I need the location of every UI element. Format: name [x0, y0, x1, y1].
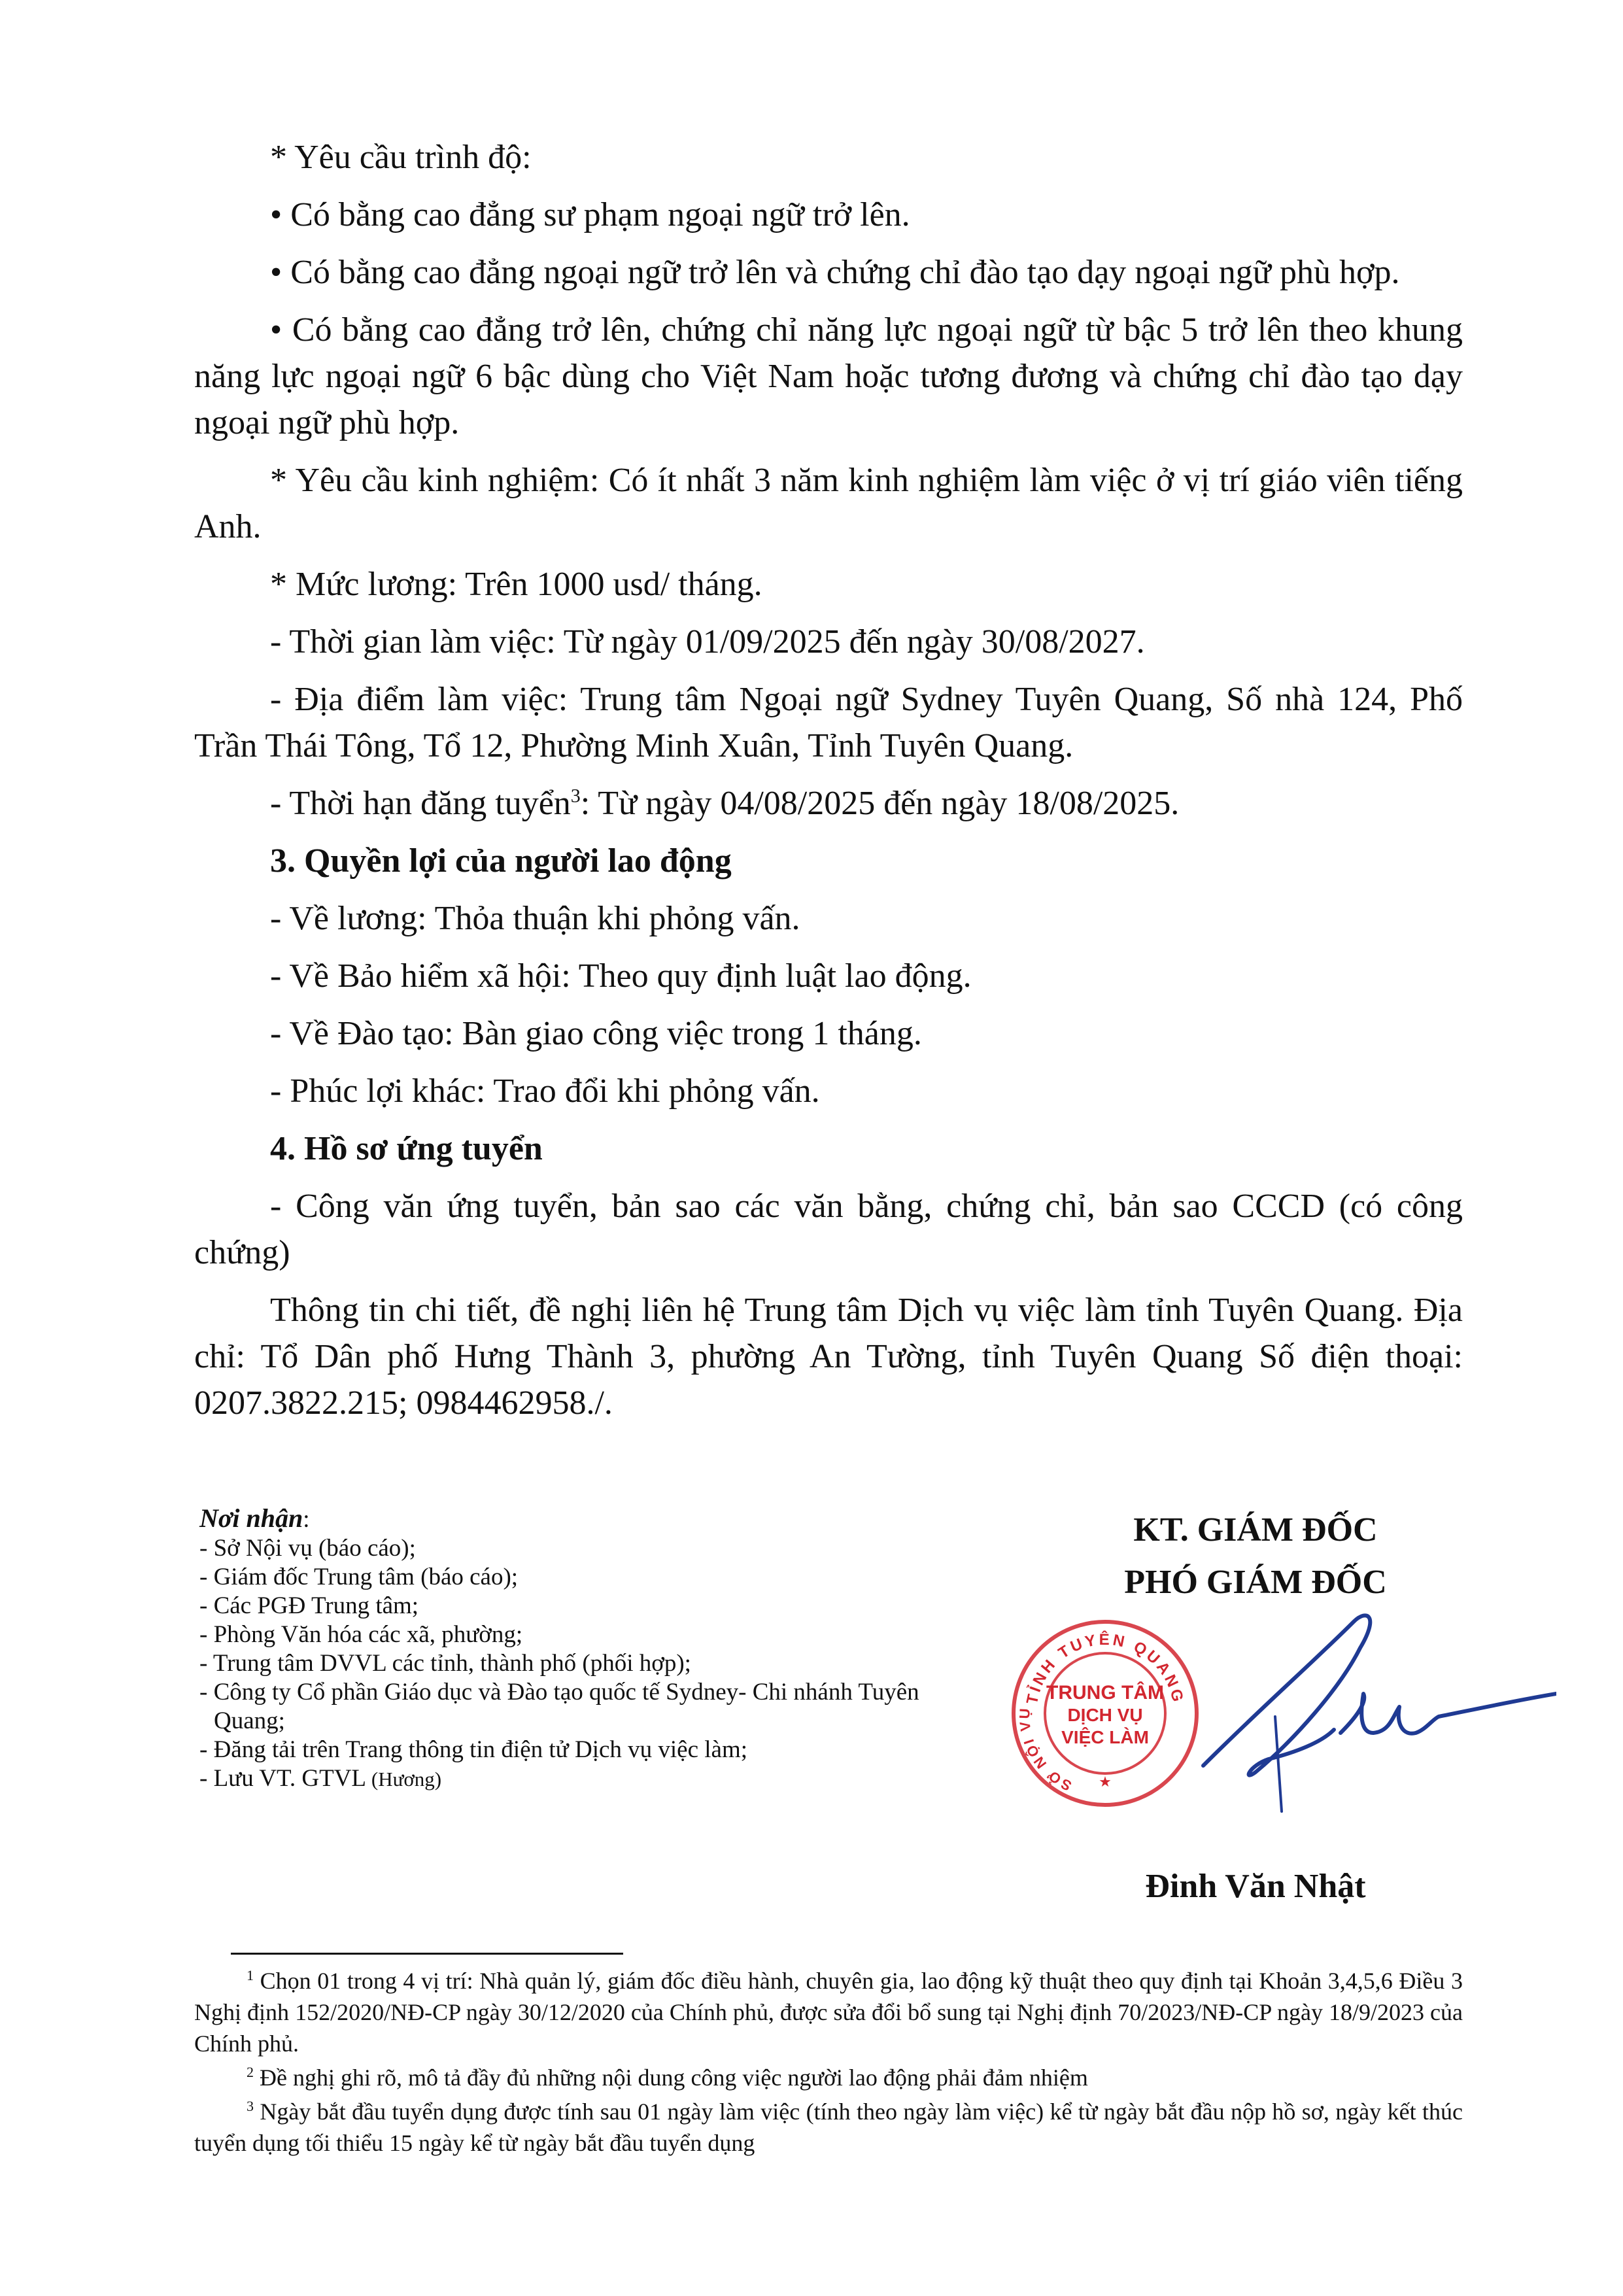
recipient-item: - Phòng Văn hóa các xã, phường;	[199, 1621, 523, 1648]
seal-star-icon: ★	[1099, 1774, 1112, 1791]
section-4-heading: 4. Hồ sơ ứng tuyển	[270, 1130, 543, 1167]
deadline-label: - Thời hạn đăng tuyển	[270, 785, 571, 822]
qualification-heading: * Yêu cầu trình độ:	[270, 139, 532, 176]
footnote-3-number: 3	[247, 2098, 254, 2114]
qualification-item-1: • Có bằng cao đẳng sư phạm ngoại ngữ trở lên.	[270, 196, 910, 233]
salary-line: * Mức lương: Trên 1000 usd/ tháng.	[270, 566, 762, 603]
work-period-line: - Thời gian làm việc: Từ ngày 01/09/2025 đến ngày 30/08/2027.	[270, 623, 1145, 660]
footnote-1-text: Chọn 01 trong 4 vị trí: Nhà quản lý, giám đốc điều hành, chuyên gia, lao động kỹ thuật theo quy định tại Khoản 3,4,5,6 Điều 3 Nghị định 152/2020/NĐ-CP ngày 30/12/2020 của Chính phủ, được sửa đổi bổ sung tại Nghị định 70/2023/NĐ-CP ngày 18/9/2023 của Chính phủ.	[194, 1968, 1463, 2057]
recipient-item: - Đăng tải trên Trang thông tin điện tử Dịch vụ việc làm;	[199, 1736, 748, 1763]
benefit-salary: - Về lương: Thỏa thuận khi phỏng vấn.	[270, 900, 800, 937]
experience-requirement: * Yêu cầu kinh nghiệm: Có ít nhất 3 năm kinh nghiệm làm việc ở vị trí giáo viên tiếng Anh.	[194, 462, 1463, 545]
recruitment-deadline-line	[194, 780, 1463, 827]
archive-initials: (Hương)	[371, 1768, 442, 1791]
seal-ring-left-text: SỞ NỘI VỤ	[1016, 1705, 1074, 1794]
footnotes	[194, 1965, 1463, 2161]
seal-center-line-2: DỊCH VỤ	[1067, 1705, 1143, 1725]
signer-name: Đinh Văn Nhật	[1145, 1868, 1366, 1905]
archive-label: - Lưu VT. GTVL	[199, 1765, 371, 1792]
seal-and-signature	[1007, 1609, 1504, 1860]
seal-ring-top-text: TỈNH TUYÊN QUANG	[1023, 1630, 1187, 1706]
seal-center-line-1: TRUNG TÂM	[1046, 1682, 1164, 1704]
footnote-2	[194, 2062, 1463, 2093]
recipients-title-colon: :	[303, 1506, 310, 1533]
recipient-item: - Trung tâm DVVL các tỉnh, thành phố (phối hợp);	[199, 1650, 691, 1677]
recipient-item: - Các PGĐ Trung tâm;	[199, 1592, 419, 1619]
benefit-insurance: - Về Bảo hiểm xã hội: Theo quy định luật lao động.	[270, 957, 972, 995]
deadline-dates: : Từ ngày 04/08/2025 đến ngày 18/08/2025.	[580, 785, 1180, 822]
footnote-1	[194, 1965, 1463, 2059]
document-body	[194, 134, 1463, 1437]
section-3-heading: 3. Quyền lợi của người lao động	[270, 842, 732, 880]
footnote-1-number: 1	[247, 1967, 254, 1983]
footnote-3-text: Ngày bắt đầu tuyển dụng được tính sau 01 ngày làm việc (tính theo ngày làm việc) kể từ ngày bắt đầu nộp hồ sơ, ngày kết thúc tuyển dụng tối thiểu 15 ngày kể từ ngày bắt đầu tuyển dụng	[194, 2099, 1463, 2156]
qualification-item-3: • Có bằng cao đẳng trở lên, chứng chỉ năng lực ngoại ngữ từ bậc 5 trở lên theo khung năng lực ngoại ngữ 6 bậc dùng cho Việt Nam hoặc tương đương và chứng chỉ đào tạo dạy ngoại ngữ phù hợp.	[194, 311, 1463, 441]
recipients-title-line	[199, 1504, 951, 1534]
recipients-title: Nơi nhận	[199, 1503, 303, 1533]
recipient-item: - Công ty Cổ phần Giáo dục và Đào tạo quốc tế Sydney- Chi nhánh Tuyên Quang;	[199, 1679, 919, 1734]
signature-title-1: KT. GIÁM ĐỐC	[1133, 1511, 1378, 1549]
seal-center-line-3: VIỆC LÀM	[1061, 1727, 1149, 1747]
signature-block	[1007, 1504, 1504, 1913]
recipient-item: - Sở Nội vụ (báo cáo);	[199, 1535, 416, 1562]
handwritten-signature-icon	[1164, 1602, 1556, 1818]
recipient-item-archive	[199, 1764, 951, 1794]
footnote-2-text: Đề nghị ghi rõ, mô tả đầy đủ những nội dung công việc người lao động phải đảm nhiệm	[260, 2065, 1088, 2091]
signature-title-2: PHÓ GIÁM ĐỐC	[1124, 1564, 1387, 1601]
recipients-block	[199, 1504, 951, 1794]
contact-info: Thông tin chi tiết, đề nghị liên hệ Trung tâm Dịch vụ việc làm tỉnh Tuyên Quang. Địa chỉ: Tổ Dân phố Hưng Thành 3, phường An Tường, tỉnh Tuyên Quang Số điện thoại: 0207.3822.215; 0984462958./.	[194, 1292, 1463, 1422]
work-location-line: - Địa điểm làm việc: Trung tâm Ngoại ngữ Sydney Tuyên Quang, Số nhà 124, Phố Trần Thái Tông, Tổ 12, Phường Minh Xuân, Tỉnh Tuyên Quang.	[194, 681, 1463, 764]
qualification-item-2: • Có bằng cao đẳng ngoại ngữ trở lên và chứng chỉ đào tạo dạy ngoại ngữ phù hợp.	[270, 254, 1400, 291]
benefit-other: - Phúc lợi khác: Trao đổi khi phỏng vấn.	[270, 1072, 820, 1110]
footnote-3	[194, 2096, 1463, 2159]
benefit-training: - Về Đào tạo: Bàn giao công việc trong 1 tháng.	[270, 1015, 922, 1052]
recipient-item: - Giám đốc Trung tâm (báo cáo);	[199, 1564, 519, 1590]
footnote-ref-3: 3	[570, 785, 581, 807]
application-documents: - Công văn ứng tuyển, bản sao các văn bằng, chứng chỉ, bản sao CCCD (có công chứng)	[194, 1188, 1463, 1271]
footnote-divider	[231, 1953, 623, 1955]
footnote-2-number: 2	[247, 2064, 254, 2080]
